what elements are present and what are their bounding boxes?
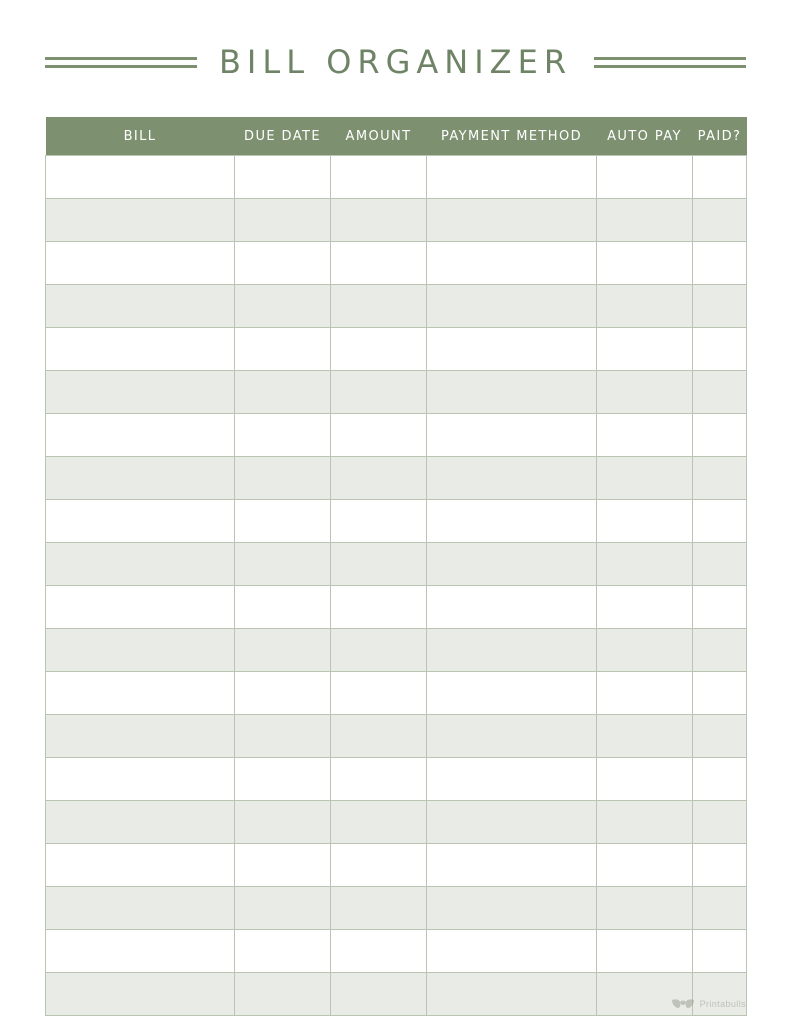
title-rule-left-top: [45, 57, 197, 60]
cell-payment_method[interactable]: [427, 371, 597, 414]
cell-payment_method[interactable]: [427, 457, 597, 500]
cell-paid[interactable]: [693, 156, 747, 199]
cell-payment_method[interactable]: [427, 758, 597, 801]
cell-bill[interactable]: [46, 285, 235, 328]
cell-amount[interactable]: [331, 457, 427, 500]
column-header-payment-method: PAYMENT METHOD: [427, 117, 597, 156]
table-row: [46, 887, 747, 930]
cell-auto_pay[interactable]: [597, 758, 693, 801]
cell-payment_method[interactable]: [427, 672, 597, 715]
bull-logo-icon: [670, 998, 696, 1010]
cell-auto_pay[interactable]: [597, 414, 693, 457]
cell-paid[interactable]: [693, 543, 747, 586]
cell-amount[interactable]: [331, 500, 427, 543]
cell-auto_pay[interactable]: [597, 887, 693, 930]
cell-due_date[interactable]: [235, 672, 331, 715]
table-row: [46, 930, 747, 973]
cell-payment_method[interactable]: [427, 156, 597, 199]
cell-amount[interactable]: [331, 543, 427, 586]
cell-paid[interactable]: [693, 801, 747, 844]
cell-due_date[interactable]: [235, 586, 331, 629]
cell-due_date[interactable]: [235, 715, 331, 758]
cell-due_date[interactable]: [235, 973, 331, 1016]
cell-amount[interactable]: [331, 328, 427, 371]
cell-auto_pay[interactable]: [597, 801, 693, 844]
cell-amount[interactable]: [331, 930, 427, 973]
cell-paid[interactable]: [693, 586, 747, 629]
cell-bill[interactable]: [46, 500, 235, 543]
cell-bill[interactable]: [46, 930, 235, 973]
cell-auto_pay[interactable]: [597, 629, 693, 672]
cell-amount[interactable]: [331, 414, 427, 457]
cell-amount[interactable]: [331, 629, 427, 672]
cell-paid[interactable]: [693, 285, 747, 328]
cell-due_date[interactable]: [235, 543, 331, 586]
cell-auto_pay[interactable]: [597, 586, 693, 629]
cell-auto_pay[interactable]: [597, 371, 693, 414]
cell-paid[interactable]: [693, 414, 747, 457]
cell-paid[interactable]: [693, 199, 747, 242]
cell-paid[interactable]: [693, 457, 747, 500]
cell-auto_pay[interactable]: [597, 285, 693, 328]
table-header: [46, 117, 747, 156]
cell-bill[interactable]: [46, 801, 235, 844]
title-rule-left: [45, 55, 197, 69]
table-row: [46, 758, 747, 801]
table-body: [46, 156, 747, 1016]
cell-bill[interactable]: [46, 629, 235, 672]
cell-due_date[interactable]: [235, 500, 331, 543]
column-header-amount: AMOUNT: [331, 117, 427, 156]
cell-amount[interactable]: [331, 242, 427, 285]
cell-due_date[interactable]: [235, 242, 331, 285]
cell-bill[interactable]: [46, 543, 235, 586]
cell-auto_pay[interactable]: [597, 715, 693, 758]
cell-payment_method[interactable]: [427, 801, 597, 844]
cell-paid[interactable]: [693, 758, 747, 801]
cell-bill[interactable]: [46, 242, 235, 285]
table-row: [46, 672, 747, 715]
cell-paid[interactable]: [693, 500, 747, 543]
table-row: [46, 715, 747, 758]
cell-bill[interactable]: [46, 371, 235, 414]
cell-payment_method[interactable]: [427, 715, 597, 758]
cell-amount[interactable]: [331, 672, 427, 715]
cell-paid[interactable]: [693, 930, 747, 973]
table-row: [46, 199, 747, 242]
cell-due_date[interactable]: [235, 801, 331, 844]
cell-due_date[interactable]: [235, 285, 331, 328]
cell-due_date[interactable]: [235, 414, 331, 457]
cell-auto_pay[interactable]: [597, 199, 693, 242]
table-row: [46, 414, 747, 457]
cell-due_date[interactable]: [235, 844, 331, 887]
cell-payment_method[interactable]: [427, 500, 597, 543]
cell-amount[interactable]: [331, 371, 427, 414]
cell-due_date[interactable]: [235, 629, 331, 672]
cell-amount[interactable]: [331, 156, 427, 199]
cell-payment_method[interactable]: [427, 973, 597, 1016]
title-rule-right-bottom: [594, 65, 746, 68]
table-row: [46, 500, 747, 543]
cell-bill[interactable]: [46, 199, 235, 242]
title-block: [45, 36, 746, 88]
cell-payment_method[interactable]: [427, 242, 597, 285]
cell-due_date[interactable]: [235, 930, 331, 973]
cell-bill[interactable]: [46, 156, 235, 199]
cell-bill[interactable]: [46, 586, 235, 629]
column-header-due-date: DUE DATE: [235, 117, 331, 156]
column-header-bill: BILL: [46, 117, 235, 156]
cell-paid[interactable]: [693, 629, 747, 672]
cell-amount[interactable]: [331, 586, 427, 629]
table-row: [46, 629, 747, 672]
cell-bill[interactable]: [46, 414, 235, 457]
cell-amount[interactable]: [331, 285, 427, 328]
cell-auto_pay[interactable]: [597, 500, 693, 543]
title-rule-right: [594, 55, 746, 69]
footer-brand-label: Printabulls: [699, 999, 746, 1009]
table-header-row: [46, 117, 747, 156]
cell-due_date[interactable]: [235, 371, 331, 414]
column-header-paid: PAID?: [693, 117, 747, 156]
cell-bill[interactable]: [46, 758, 235, 801]
cell-payment_method[interactable]: [427, 414, 597, 457]
cell-due_date[interactable]: [235, 156, 331, 199]
cell-payment_method[interactable]: [427, 586, 597, 629]
cell-auto_pay[interactable]: [597, 672, 693, 715]
table-row: [46, 285, 747, 328]
cell-paid[interactable]: [693, 242, 747, 285]
cell-amount[interactable]: [331, 801, 427, 844]
cell-bill[interactable]: [46, 457, 235, 500]
table-row: [46, 242, 747, 285]
cell-payment_method[interactable]: [427, 328, 597, 371]
cell-amount[interactable]: [331, 887, 427, 930]
cell-paid[interactable]: [693, 715, 747, 758]
cell-auto_pay[interactable]: [597, 328, 693, 371]
cell-bill[interactable]: [46, 715, 235, 758]
cell-amount[interactable]: [331, 844, 427, 887]
cell-amount[interactable]: [331, 758, 427, 801]
cell-auto_pay[interactable]: [597, 543, 693, 586]
title-rule-left-bottom: [45, 65, 197, 68]
cell-bill[interactable]: [46, 844, 235, 887]
table-row: [46, 371, 747, 414]
cell-auto_pay[interactable]: [597, 844, 693, 887]
cell-paid[interactable]: [693, 371, 747, 414]
table-row: [46, 457, 747, 500]
cell-paid[interactable]: [693, 328, 747, 371]
cell-auto_pay[interactable]: [597, 242, 693, 285]
table-row: [46, 156, 747, 199]
cell-payment_method[interactable]: [427, 930, 597, 973]
table-row: [46, 586, 747, 629]
cell-bill[interactable]: [46, 887, 235, 930]
cell-auto_pay[interactable]: [597, 156, 693, 199]
cell-paid[interactable]: [693, 844, 747, 887]
cell-due_date[interactable]: [235, 457, 331, 500]
table-row: [46, 844, 747, 887]
cell-payment_method[interactable]: [427, 543, 597, 586]
table-row: [46, 801, 747, 844]
cell-bill[interactable]: [46, 973, 235, 1016]
cell-auto_pay[interactable]: [597, 457, 693, 500]
cell-bill[interactable]: [46, 672, 235, 715]
cell-paid[interactable]: [693, 672, 747, 715]
cell-due_date[interactable]: [235, 328, 331, 371]
page-title: BILL ORGANIZER: [218, 43, 573, 81]
cell-payment_method[interactable]: [427, 285, 597, 328]
cell-payment_method[interactable]: [427, 887, 597, 930]
cell-payment_method[interactable]: [427, 629, 597, 672]
cell-due_date[interactable]: [235, 758, 331, 801]
cell-due_date[interactable]: [235, 887, 331, 930]
title-rule-right-top: [594, 57, 746, 60]
cell-amount[interactable]: [331, 973, 427, 1016]
cell-auto_pay[interactable]: [597, 930, 693, 973]
cell-paid[interactable]: [693, 887, 747, 930]
footer-brand: [670, 998, 746, 1010]
table-row: [46, 543, 747, 586]
cell-amount[interactable]: [331, 715, 427, 758]
table-row: [46, 328, 747, 371]
cell-payment_method[interactable]: [427, 844, 597, 887]
table-row: [46, 973, 747, 1016]
bill-table: [45, 117, 747, 1016]
cell-due_date[interactable]: [235, 199, 331, 242]
bill-table-wrapper: [45, 117, 746, 1016]
cell-payment_method[interactable]: [427, 199, 597, 242]
column-header-auto-pay: AUTO PAY: [597, 117, 693, 156]
cell-bill[interactable]: [46, 328, 235, 371]
cell-amount[interactable]: [331, 199, 427, 242]
